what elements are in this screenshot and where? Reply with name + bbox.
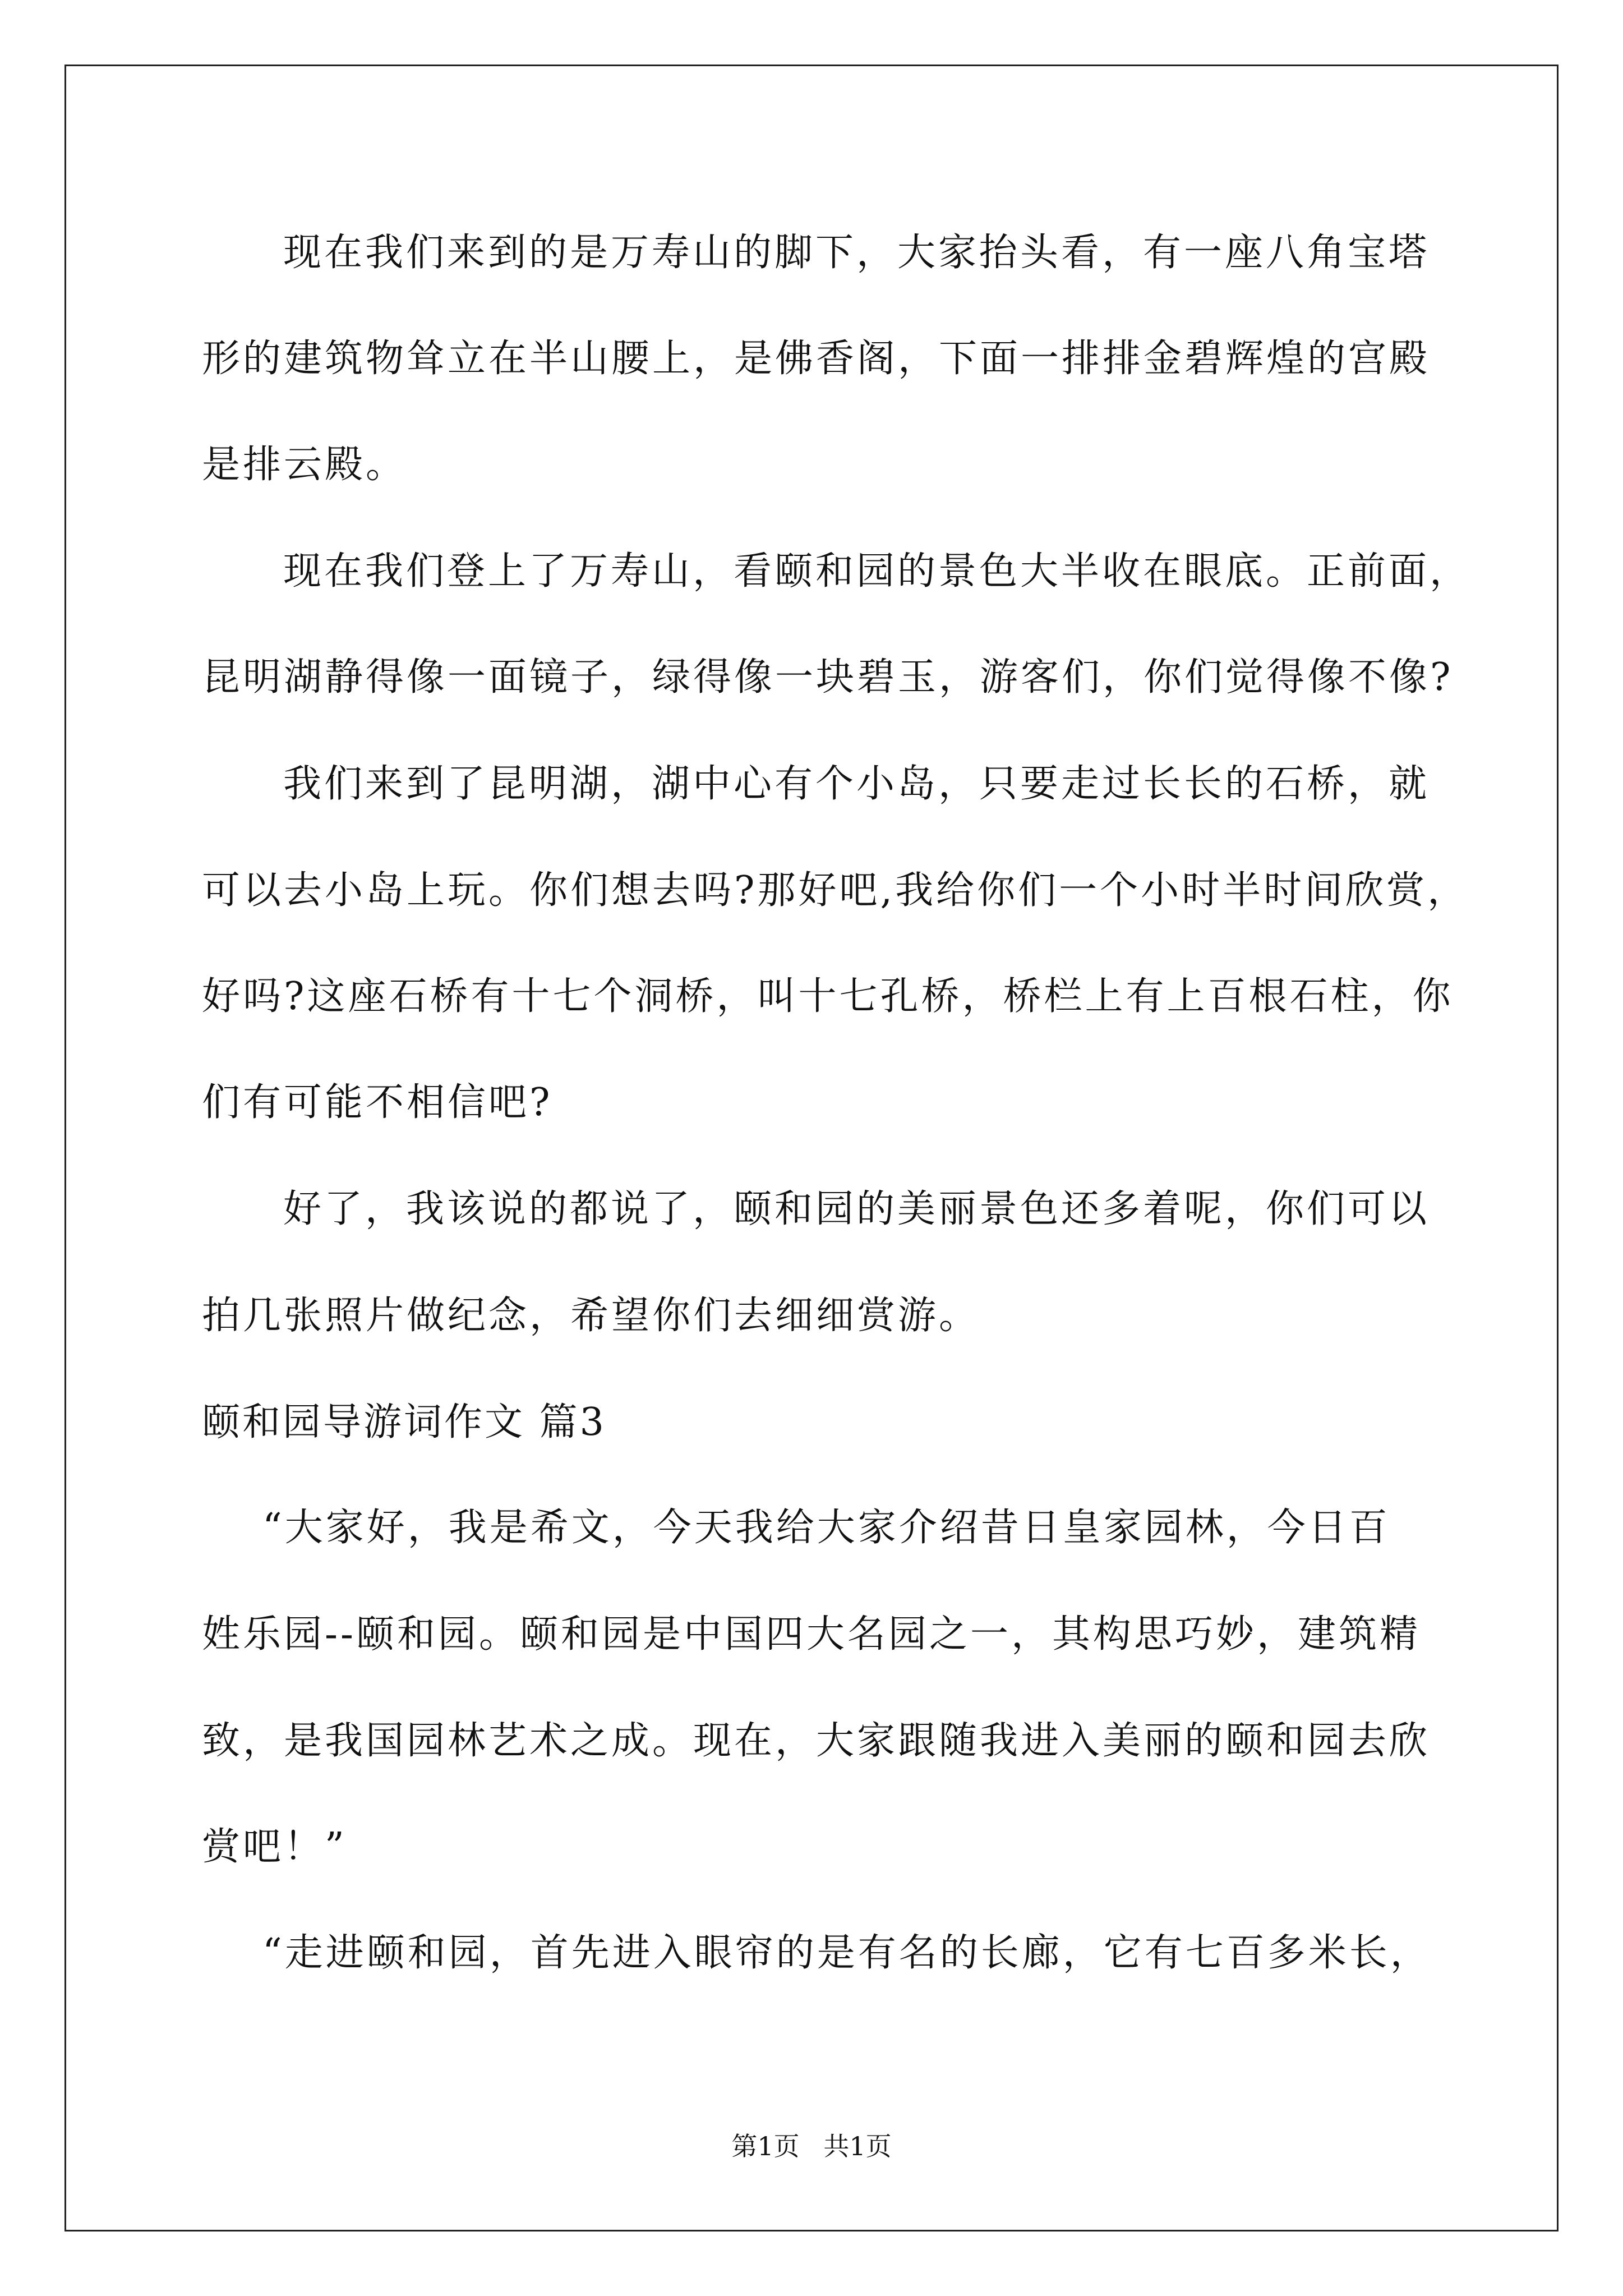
page-total: 共1页 xyxy=(823,2131,892,2161)
paragraph-line: 好吗?这座石桥有十七个洞桥，叫十七孔桥，桥栏上有上百根石柱，你 xyxy=(202,974,1454,1019)
section-heading: 颐和园导游词作文 篇3 xyxy=(202,1400,606,1444)
paragraph-line: 现在我们来到的是万寿山的脚下，大家抬头看，有一座八角宝塔 xyxy=(283,231,1430,275)
page-number: 第1页 xyxy=(731,2131,800,2161)
paragraph-line: 可以去小岛上玩。你们想去吗?那好吧,我给你们一个小时半时间欣赏， xyxy=(202,868,1469,913)
paragraph-line: 拍几张照片做纪念，希望你们去细细赏游。 xyxy=(202,1294,980,1338)
paragraph-line: 致，是我国园林艺术之成。现在，大家跟随我进入美丽的颐和园去欣 xyxy=(202,1719,1431,1763)
page-border xyxy=(64,65,1559,2231)
paragraph-line: 姓乐园--颐和园。颐和园是中国四大名园之一，其构思巧妙，建筑精 xyxy=(202,1612,1421,1657)
paragraph-line: 是排云殿。 xyxy=(202,443,407,487)
paragraph-line: 们有可能不相信吧? xyxy=(202,1080,553,1125)
page-footer xyxy=(0,2133,1623,2159)
paragraph-line: 我们来到了昆明湖，湖中心有个小岛，只要走过长长的石桥，就 xyxy=(283,762,1430,806)
paragraph-line: 形的建筑物耸立在半山腰上，是佛香阁，下面一排排金碧辉煌的宫殿 xyxy=(202,337,1431,381)
paragraph-line: “走进颐和园，首先进入眼帘的是有名的长廊，它有七百多米长， xyxy=(262,1931,1431,1975)
paragraph-line: 好了，我该说的都说了，颐和园的美丽景色还多着呢，你们可以 xyxy=(283,1187,1430,1231)
paragraph-line: “大家好，我是希文，今天我给大家介绍昔日皇家园林，今日百 xyxy=(262,1506,1390,1550)
paragraph-line: 现在我们登上了万寿山，看颐和园的景色大半收在眼底。正前面， xyxy=(283,549,1471,593)
paragraph-line: 赏吧！” xyxy=(202,1825,347,1869)
paragraph-line: 昆明湖静得像一面镜子，绿得像一块碧玉，游客们，你们觉得像不像? xyxy=(202,655,1454,700)
